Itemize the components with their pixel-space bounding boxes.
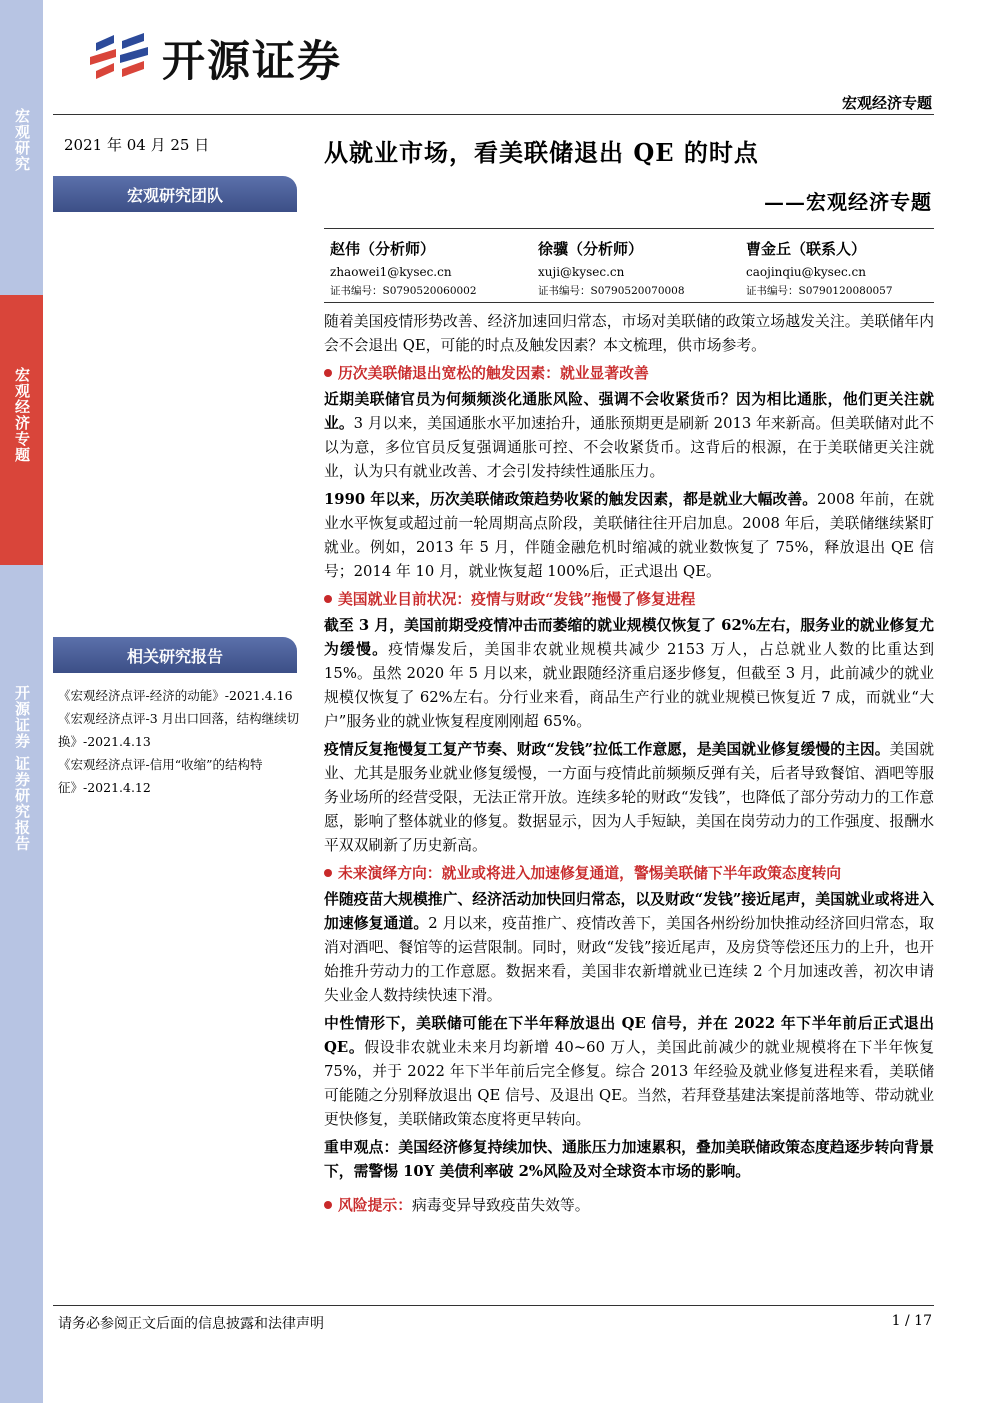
body-paragraph: 重申观点：美国经济修复持续加快、通胀压力加速累积，叠加美联储政策态度趋逐步转向背景下，需警惕 10Y 美债利率破 2%风险及对全球资本市场的影响。 <box>324 1139 934 1180</box>
analyst-email[interactable]: zhaowei1@kysec.cn <box>330 265 452 279</box>
body-paragraph: 中性情形下，美联储可能在下半年释放退出 QE 信号，并在 2022 年下半年前后正式退出 QE。假设非农就业未来月均新增 40~60 万人，美国此前减少的就业规模将在下半年恢复 75%，并于 2022 年下半年前后完全修复。综合 2013 年经验及就业修复进程来看，美联储可能随之分别释放退出 QE 信号、及退出 QE。当然，若拜登基建法案提前落地等、带动就业更快修复，美联储政策态度将更早转向。 <box>324 1015 935 1128</box>
side-label-macro-research: 宏观研究 <box>13 108 31 172</box>
analyst-email[interactable]: xuji@kysec.cn <box>538 265 625 279</box>
side-label-brand: 开源证券 证券研究报告 <box>13 685 31 852</box>
bullet-dot-icon <box>324 1201 332 1209</box>
report-date: 2021 年 04 月 25 日 <box>64 136 210 154</box>
analyst-email[interactable]: caojinqiu@kysec.cn <box>746 265 866 279</box>
body-paragraph: 近期美联储官员为何频频淡化通胀风险、强调不会收紧货币？因为相比通胀，他们更关注就业。3 月以来，美国通胀水平加速抬升，通胀预期更是刷新 2013 年来新高。但美联储对此不以为意，多位官员反复强调通胀可控、不会收紧货币。这背后的根源，在于美联储更关注就业，认为只有就业改善、才会引发持续性通胀压力。 <box>324 391 934 480</box>
analyst-cert: 证书编号：S0790520060002 <box>330 285 477 297</box>
related-report-link[interactable]: 《宏观经济点评-经济的动能》-2021.4.16 <box>58 688 293 703</box>
related-report-link[interactable]: 《宏观经济点评-信用“收缩”的结构特征》-2021.4.12 <box>58 757 263 795</box>
report-title: 从就业市场，看美联储退出 QE 的时点 <box>324 138 759 167</box>
intro-paragraph: 随着美国疫情形势改善、经济加速回归常态，市场对美联储的政策立场越发关注。美联储年内会不会退出 QE，可能的时点及触发因素？本文梳理，供市场参考。 <box>324 313 934 354</box>
bullet-dot-icon <box>324 595 332 603</box>
side-label-macro-topic: 宏观经济专题 <box>13 367 31 463</box>
risk-note: 风险提示：病毒变异导致疫苗失效等。 <box>324 1194 934 1218</box>
body-paragraph: 1990 年以来，历次美联储政策趋势收紧的触发因素，都是就业大幅改善。2008 年前，在就业水平恢复或超过前一轮周期高点阶段，美联储往往开启加息。2008 年后，美联储继续紧盯就业。例如，2013 年 5 月，伴随金融危机时缩减的就业数恢复了 75%，释放退出 QE 信号；2014 年 10 月，就业恢复超 100%后，正式退出 QE。 <box>324 491 934 580</box>
body-paragraph: 疫情反复拖慢复工复产节奏、财政“发钱”拉低工作意愿，是美国就业修复缓慢的主因。美国就业、尤其是服务业就业修复缓慢，一方面与疫情此前频频反弹有关，后者导致餐馆、酒吧等服务业场所的经营受限，无法正常开放。连续多轮的财政“发钱”，也降低了部分劳动力的工作意愿，影响了整体就业的修复。数据显示，因为人手短缺，美国在岗劳动力的工作强度、报酬水平双双刷新了历史新高。 <box>324 741 934 854</box>
related-report-link[interactable]: 《宏观经济点评-3 月出口回落，结构继续切换》-2021.4.13 <box>58 711 300 749</box>
side-strip-middle <box>0 295 43 565</box>
related-reports-list <box>58 684 312 799</box>
team-banner: 宏观研究团队 <box>53 176 297 212</box>
body-paragraph: 截至 3 月，美国前期受疫情冲击而萎缩的就业规模仅恢复了 62%左右，服务业的就业修复尤为缓慢。疫情爆发后，美国非农就业规模共减少 2153 万人，占总就业人数的比重达到 15%。虽然 2020 年 5 月以来，就业跟随经济重启逐步修复，但截至 3 月，此前减少的就业规模仅恢复了 62%左右。分行业来看，商品生产行业的就业规模已恢复近 7 成，而就业“大户”服务业的就业恢复程度刚刚超 65%。 <box>324 617 934 730</box>
side-strip-top <box>0 0 43 295</box>
bullet-dot-icon <box>324 869 332 877</box>
title-divider <box>324 228 934 229</box>
analysts-divider <box>324 302 934 303</box>
analyst-card <box>746 238 893 298</box>
report-body <box>324 310 934 1218</box>
body-paragraph: 伴随疫苗大规模推广、经济活动加快回归常态，以及财政“发钱”接近尾声，美国就业或将进入加速修复通道。2 月以来，疫苗推广、疫情改善下，美国各州纷纷加快推动经济回归常态，取消对酒吧、餐馆等的运营限制。同时，财政“发钱”接近尾声，及房贷等偿还压力的上升，也开始推升劳动力的工作意愿。数据来看，美国非农新增就业已连续 2 个月加速改善，初次申请失业金人数持续快速下滑。 <box>324 891 934 1004</box>
page-number: 1 / 17 <box>891 1313 932 1329</box>
side-strip-bottom <box>0 565 43 1403</box>
analyst-block <box>324 238 934 302</box>
logo-mark-icon <box>88 29 158 89</box>
related-reports-banner: 相关研究报告 <box>53 637 297 673</box>
report-subtitle: ——宏观经济专题 <box>764 190 932 214</box>
company-logo <box>88 28 342 89</box>
section-heading: 未来演绎方向：就业或将进入加速修复通道，警惕美联储下半年政策态度转向 <box>324 862 934 886</box>
header-divider <box>53 114 934 115</box>
section-heading: 历次美联储退出宽松的触发因素：就业显著改善 <box>324 362 934 386</box>
analyst-cert: 证书编号：S0790520070008 <box>538 285 685 297</box>
analyst-card <box>538 238 685 298</box>
section-heading: 美国就业目前状况：疫情与财政“发钱”拖慢了修复进程 <box>324 588 934 612</box>
footer-divider <box>53 1305 934 1306</box>
bullet-dot-icon <box>324 369 332 377</box>
analyst-name: 曹金丘（联系人） <box>746 240 867 258</box>
disclaimer-note: 请务必参阅正文后面的信息披露和法律声明 <box>58 1316 324 1332</box>
analyst-card <box>330 238 477 298</box>
analyst-name: 赵伟（分析师） <box>330 240 436 258</box>
logo-text: 开源证券 <box>162 37 342 87</box>
analyst-name: 徐骥（分析师） <box>538 240 644 258</box>
doc-type-label: 宏观经济专题 <box>841 94 932 112</box>
analyst-cert: 证书编号：S0790120080057 <box>746 285 893 297</box>
